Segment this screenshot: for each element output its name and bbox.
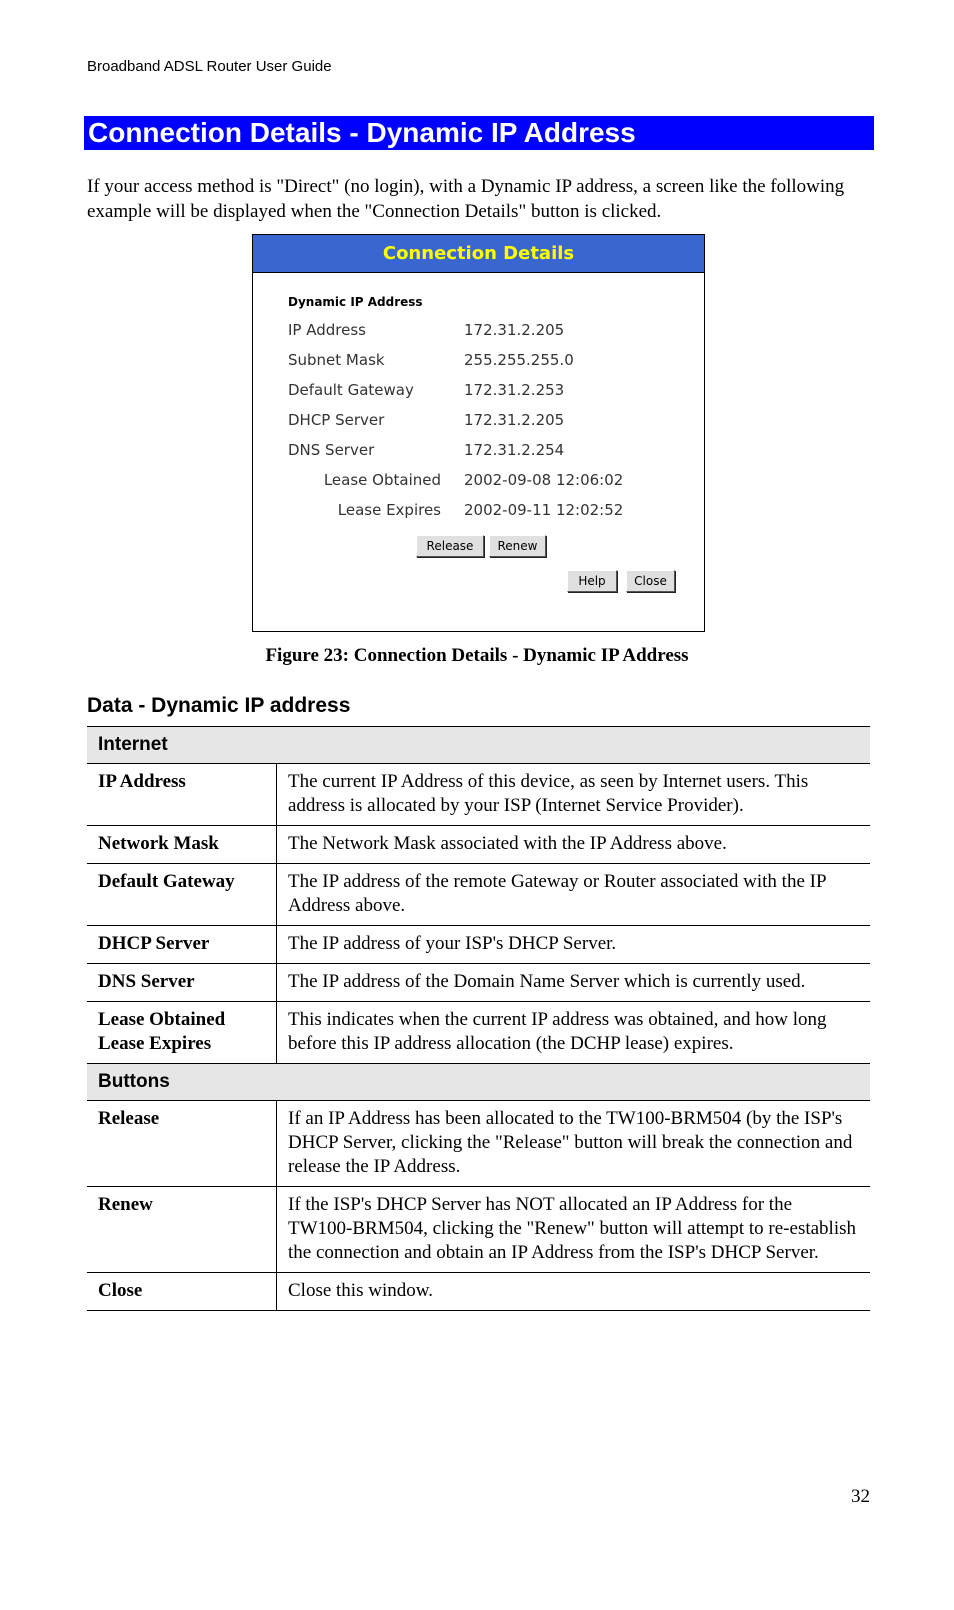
- field-value: 2002-09-08 12:06:02: [464, 471, 624, 489]
- field-value: 172.31.2.253: [464, 381, 565, 399]
- field-label: IP Address: [288, 321, 366, 339]
- row-term: [87, 1002, 277, 1064]
- table-row: [87, 864, 870, 926]
- field-value: 172.31.2.205: [464, 411, 565, 429]
- field-dns-server: [253, 441, 704, 463]
- renew-button[interactable]: Renew: [489, 535, 546, 557]
- row-term: Default Gateway: [87, 864, 277, 926]
- row-term: Network Mask: [87, 826, 277, 864]
- table-row: [87, 1101, 870, 1187]
- field-label: Lease Expires: [337, 501, 441, 519]
- field-label: Subnet Mask: [288, 351, 385, 369]
- section-title: Connection Details - Dynamic IP Address: [84, 116, 874, 150]
- data-heading: Data - Dynamic IP address: [87, 694, 351, 717]
- table-row: [87, 764, 870, 826]
- table-group-row: [87, 1064, 870, 1101]
- table-group-row: [87, 727, 870, 764]
- field-label: DHCP Server: [288, 411, 385, 429]
- row-description: This indicates when the current IP address was obtained, and how long before this IP address allocation (the DCHP lease) expires.: [277, 1002, 871, 1064]
- release-button[interactable]: Release: [416, 535, 484, 557]
- row-description: The IP address of the remote Gateway or Router associated with the IP Address above.: [277, 864, 871, 926]
- row-term: DHCP Server: [87, 926, 277, 964]
- field-label: Default Gateway: [288, 381, 414, 399]
- field-value: 2002-09-11 12:02:52: [464, 501, 624, 519]
- table-row: [87, 1002, 870, 1064]
- figure-caption: Figure 23: Connection Details - Dynamic IP Address: [265, 645, 689, 666]
- close-button[interactable]: Close: [626, 570, 675, 592]
- row-term-line: Lease Obtained: [98, 1009, 226, 1030]
- field-value: 172.31.2.254: [464, 441, 565, 459]
- intro-paragraph: If your access method is "Direct" (no login), with a Dynamic IP address, a screen like the following example will be displayed when the "Connection Details" button is clicked.: [87, 176, 845, 222]
- field-label: Lease Obtained: [323, 471, 441, 489]
- row-description: The IP address of your ISP's DHCP Server.: [277, 926, 871, 964]
- group-label-buttons: Buttons: [87, 1064, 870, 1101]
- table-row: [87, 926, 870, 964]
- table-row: [87, 1187, 870, 1273]
- row-term-line: Lease Expires: [98, 1033, 212, 1054]
- row-term: Close: [87, 1273, 277, 1311]
- group-label-internet: Internet: [87, 727, 870, 764]
- row-description: The Network Mask associated with the IP Address above.: [277, 826, 871, 864]
- screenshot-title: Connection Details: [253, 235, 704, 273]
- row-term: DNS Server: [87, 964, 277, 1002]
- row-description: If an IP Address has been allocated to the TW100-BRM504 (by the ISP's DHCP Server, clicking the "Release" button will break the connection and release the IP Address.: [277, 1101, 871, 1187]
- field-lease-expires: [253, 501, 704, 523]
- row-term: Renew: [87, 1187, 277, 1273]
- page-number: 32: [851, 1486, 870, 1507]
- help-button[interactable]: Help: [567, 570, 617, 592]
- field-ip-address: [253, 321, 704, 343]
- field-value: 172.31.2.205: [464, 321, 565, 339]
- running-header: Broadband ADSL Router User Guide: [87, 58, 332, 75]
- row-description: Close this window.: [277, 1273, 871, 1311]
- field-subnet-mask: [253, 351, 704, 373]
- field-default-gateway: [253, 381, 704, 403]
- field-value: 255.255.255.0: [464, 351, 574, 369]
- row-term: IP Address: [87, 764, 277, 826]
- table-row: [87, 964, 870, 1002]
- field-dhcp-server: [253, 411, 704, 433]
- row-description: The IP address of the Domain Name Server which is currently used.: [277, 964, 871, 1002]
- field-lease-obtained: [253, 471, 704, 493]
- screenshot-subtitle: Dynamic IP Address: [288, 295, 423, 309]
- row-term: Release: [87, 1101, 277, 1187]
- table-row: [87, 826, 870, 864]
- field-label: DNS Server: [288, 441, 375, 459]
- row-description: If the ISP's DHCP Server has NOT allocated an IP Address for the TW100-BRM504, clicking the "Renew" button will attempt to re-establish the connection and obtain an IP Address from the ISP's DHCP Server.: [277, 1187, 871, 1273]
- connection-details-screenshot: [252, 234, 705, 632]
- data-table: [87, 726, 870, 1311]
- row-description: The current IP Address of this device, as seen by Internet users. This address is allocated by your ISP (Internet Service Provider).: [277, 764, 871, 826]
- table-row: [87, 1273, 870, 1311]
